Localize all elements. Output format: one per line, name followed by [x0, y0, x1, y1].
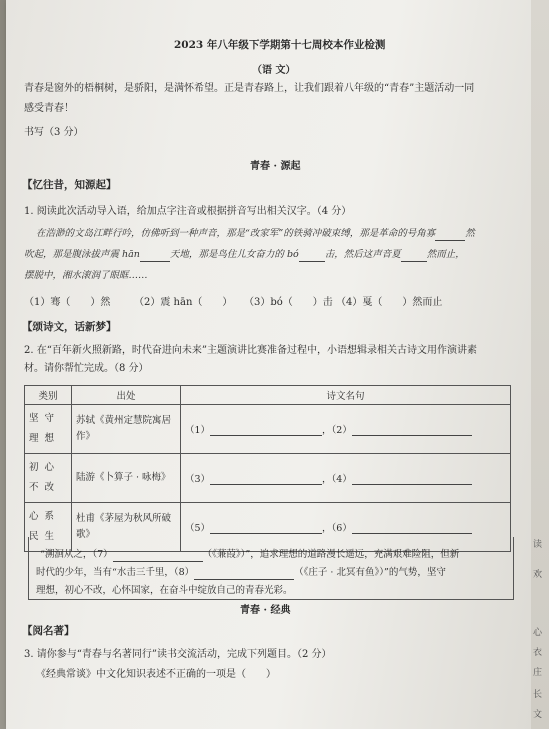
- edge-fragment: 庄: [533, 668, 543, 678]
- source-cell: 陆游《卜算子 · 咏梅》: [72, 454, 181, 503]
- subject-label: （语 文）: [252, 65, 296, 76]
- footer-text: 时代的少年，当有“水击三千里，（8）: [36, 567, 195, 578]
- answer-blank[interactable]: [352, 425, 472, 436]
- blank-number: ，（6）: [322, 523, 352, 534]
- passage-text: 在浩渺的文岛江畔行吟，仿佛听到一种声音，那是“改家军”的铁骑冲破束缚，那是革命的号角寡: [36, 228, 436, 239]
- intro-line-1: 青春是窗外的梧桐树，是骄阳，是满怀希望。正是青春路上，让我们跟着八年级的“青春”主题活动一同: [24, 83, 475, 94]
- answer-blank[interactable]: [210, 474, 322, 485]
- answer-blank[interactable]: [401, 252, 427, 262]
- poetry-table: [24, 385, 511, 552]
- blank-number: （5）: [185, 523, 211, 534]
- edge-fragment: 心: [533, 628, 543, 638]
- answer-blank[interactable]: [210, 523, 322, 534]
- footer-line-1: [40, 548, 459, 562]
- section-heading-classics: 青春 · 经典: [240, 605, 291, 616]
- edge-fragment: 读: [533, 540, 543, 550]
- table-row: [25, 454, 511, 503]
- passage-text: 天地，那是鸟住儿女奋力的 bó: [169, 249, 299, 260]
- subsection-recall: 【忆往昔，知源起】: [22, 179, 117, 191]
- page-title: 2023 年八年级下学期第十七周校本作业检测: [174, 39, 386, 51]
- footer-line-3: 理想，初心不改，心怀国家，在奋斗中绽放自己的青春光彩。: [36, 585, 293, 596]
- answer-item-2: （2）震 hān（ ）: [134, 297, 233, 308]
- subsection-reading: 【阅名著】: [22, 625, 75, 637]
- column-header: 类别: [25, 386, 72, 405]
- answer-blank[interactable]: [299, 252, 325, 262]
- next-page-edge: [531, 0, 549, 729]
- question-3-item: 《经典常谈》中文化知识表述不正确的一项是（ ）: [36, 669, 276, 680]
- passage-text: 击，然后这声音夏: [324, 249, 401, 260]
- blank-number: （3）: [185, 474, 211, 485]
- table-header-row: [25, 386, 511, 405]
- passage-text: 然而止，: [426, 249, 465, 260]
- footer-text: （《庄子 · 北冥有鱼》）”的气势，坚守: [294, 567, 446, 578]
- answer-blank[interactable]: [435, 231, 465, 241]
- footer-text: （《蒹葭》）”，追求理想的道路漫长遥远，充满艰难险阻，但新: [202, 549, 460, 560]
- source-cell: 杜甫《茅屋为秋风所破歌》: [72, 503, 181, 552]
- exam-sheet: [6, 0, 533, 729]
- footer-line-2: [36, 566, 446, 580]
- passage-line-3: 摆脱中，湘水滚润了眼眶……: [24, 270, 148, 281]
- column-header: 出处: [72, 386, 181, 405]
- blank-number: （1）: [185, 425, 211, 436]
- answer-item-3: （3）bó（ ）击: [244, 297, 333, 308]
- answer-item-1: （1）骞（ ）然: [24, 297, 111, 308]
- answer-blank[interactable]: [140, 252, 170, 262]
- category-cell: 心系民生: [25, 503, 72, 552]
- footer-text: “溯洄从之，（7）: [40, 549, 113, 560]
- answer-cell: [181, 405, 511, 454]
- question-2-line-2: 材。请你帮忙完成。（8 分）: [24, 363, 149, 374]
- answer-blank[interactable]: [352, 523, 472, 534]
- writing-score: 书写（3 分）: [24, 127, 84, 138]
- blank-number: ，（4）: [322, 474, 352, 485]
- question-2-line-1: 2. 在“百年新火照新路，时代奋进向未来”主题演讲比赛准备过程中，小语想辑录相关古诗文用作演讲素: [24, 345, 477, 356]
- question-3: 3. 请你参与“青春与名著同行”读书交流活动，完成下列题目。（2 分）: [24, 649, 332, 660]
- edge-fragment: 衣: [533, 648, 543, 658]
- question-1: 1. 阅读此次活动导入语，给加点字注音或根据拼音写出相关汉字。（4 分）: [24, 206, 352, 217]
- passage-text: 吹起，那是腹泳拔声震 hān: [24, 249, 140, 260]
- edge-fragment: 长: [533, 690, 543, 700]
- answer-blank[interactable]: [194, 570, 294, 580]
- answer-cell: [181, 454, 511, 503]
- category-cell: 坚守理想: [25, 405, 72, 454]
- answer-blank[interactable]: [210, 425, 322, 436]
- answer-blank[interactable]: [352, 474, 472, 485]
- edge-fragment: 欢: [533, 570, 543, 580]
- blank-number: ，（2）: [322, 425, 352, 436]
- answer-blank[interactable]: [113, 552, 203, 562]
- subsection-poetry: 【颂诗文，话新梦】: [22, 321, 117, 333]
- intro-line-2: 感受青春！: [24, 103, 74, 114]
- table-row: [25, 405, 511, 454]
- answer-item-4: （4）戛（ ）然而止: [336, 297, 443, 308]
- source-cell: 苏轼《黄州定慧院寓居作》: [72, 405, 181, 454]
- category-cell: 初心不改: [25, 454, 72, 503]
- column-header: 诗文名句: [181, 386, 511, 405]
- passage-text: 然: [465, 228, 475, 239]
- section-heading-origin: 青春 · 源起: [250, 161, 301, 172]
- passage-line-1: [36, 227, 475, 241]
- passage-line-2: [24, 248, 465, 262]
- edge-fragment: 文: [533, 710, 543, 720]
